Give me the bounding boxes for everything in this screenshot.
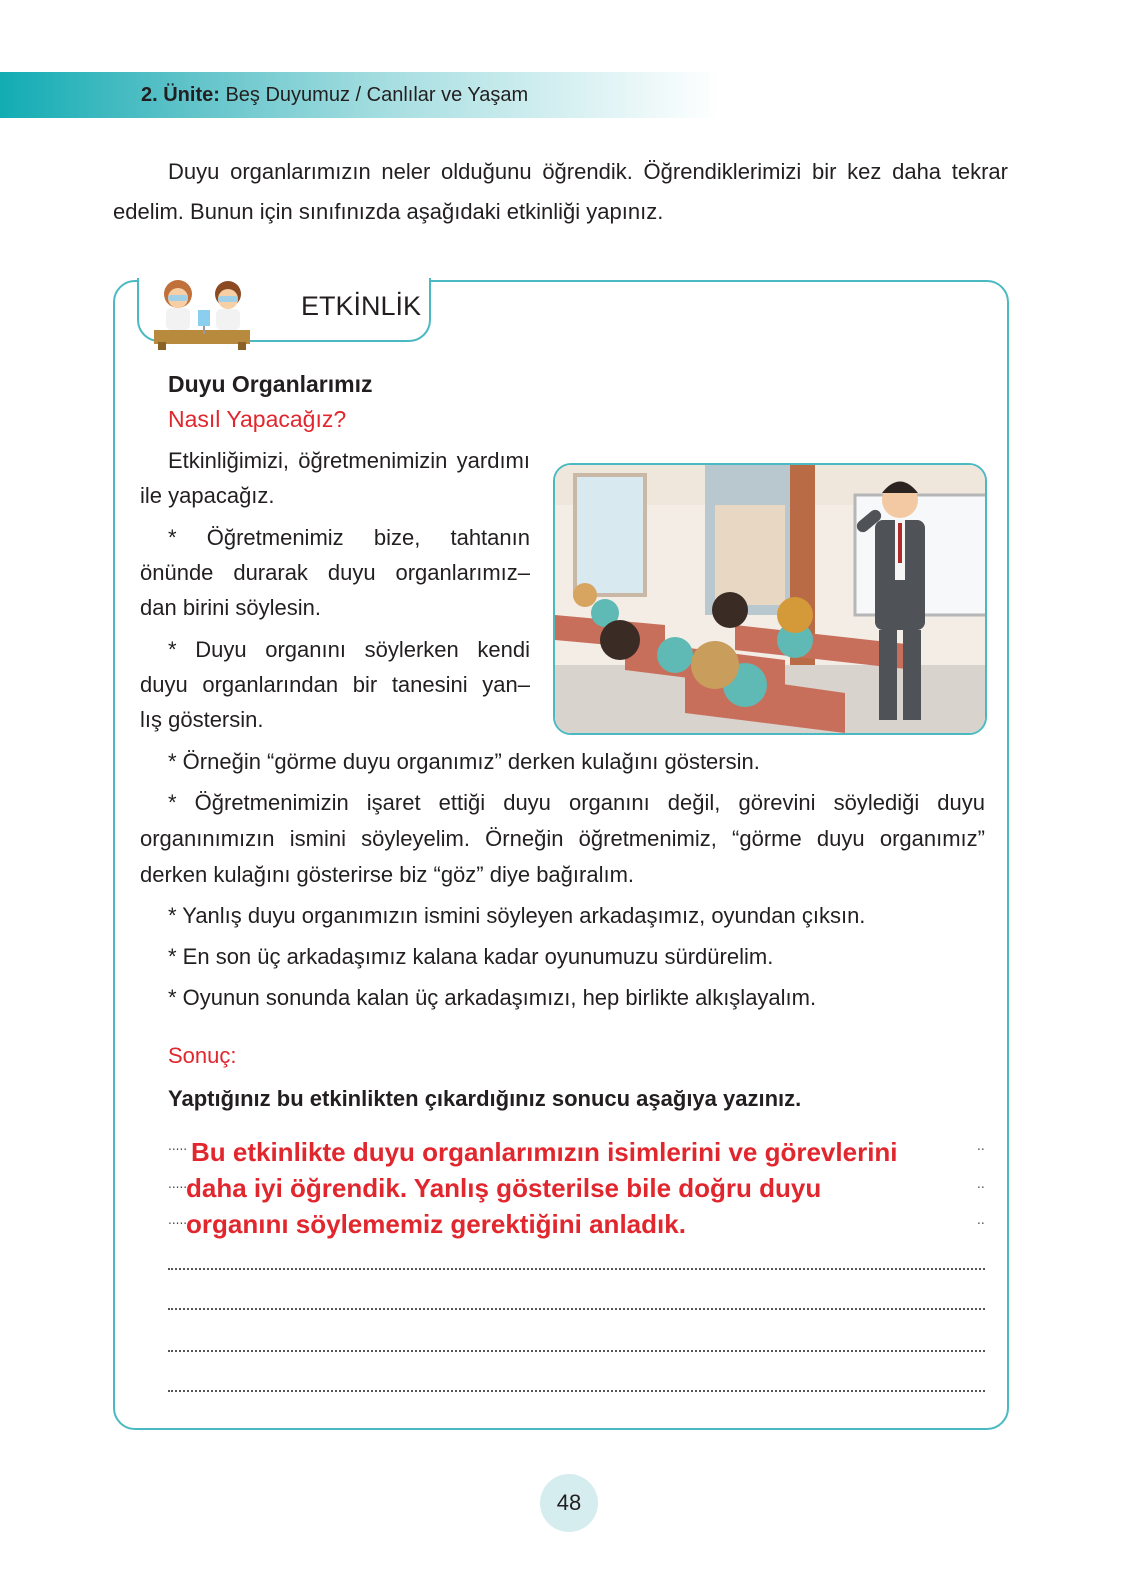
instruction-line: * Duyu organını söylerken kendi	[168, 637, 530, 662]
intro-line: Duyu organlarımızın neler olduğunu öğrendik. Öğrendiklerimizi bir kez daha tekrar	[168, 159, 1008, 184]
answer-line[interactable]: daha iyi öğrendik. Yanlış gösterilse bile doğru duyu	[186, 1173, 822, 1203]
scientists-illustration-icon	[148, 272, 256, 350]
answer-line[interactable]: organını söylememiz gerektiğini anladık.	[186, 1209, 686, 1239]
instruction-line: derken kulağını gösterirse biz “göz” diye bağıralım.	[140, 862, 635, 887]
instruction-line: ile yapacağız.	[140, 483, 275, 508]
instruction-line: organınımızın ismini söyleyelim. Örneğin öğretmenimiz, “görme duyu organımız”	[140, 826, 985, 851]
unit-title: Beş Duyumuz / Canlılar ve Yaşam	[225, 84, 529, 106]
instruction-line: önünde durarak duyu organlarımız–	[140, 560, 530, 585]
activity-tab-title: ETKİNLİK	[301, 291, 422, 321]
instruction-line: * Örneğin “görme duyu organımız” derken kulağını göstersin.	[168, 749, 760, 774]
dot-leader: ..	[977, 1213, 985, 1227]
result-instruction: Yaptığınız bu etkinlikten çıkardığınız sonucu aşağıya yazınız.	[168, 1086, 802, 1111]
unit-header	[141, 84, 528, 107]
answer-blank-line[interactable]	[168, 1308, 985, 1310]
how-heading: Nasıl Yapacağız?	[168, 406, 347, 432]
dot-leader: .....	[168, 1213, 188, 1227]
instruction-line: lış göstersin.	[140, 707, 264, 732]
classroom-illustration	[553, 463, 987, 735]
instruction-line: dan birini söylesin.	[140, 595, 321, 620]
instruction-line: * Yanlış duyu organımızın ismini söyleyen arkadaşımız, oyundan çıksın.	[168, 903, 866, 928]
instruction-line: * Öğretmenimizin işaret ettiği duyu organını değil, görevini söylediği duyu	[168, 790, 985, 815]
dot-leader: ..	[977, 1139, 985, 1153]
dot-leader: ..	[977, 1177, 985, 1191]
dot-leader: .....	[168, 1177, 188, 1191]
instruction-line: Etkinliğimizi, öğretmenimizin yardımı	[168, 448, 530, 473]
answer-blank-line[interactable]	[168, 1268, 985, 1270]
answer-blank-line[interactable]	[168, 1390, 985, 1392]
instruction-line: * Öğretmenimiz bize, tahtanın	[168, 525, 530, 550]
instruction-line: duyu organlarından bir tanesini yan–	[140, 672, 530, 697]
instruction-line: * Oyunun sonunda kalan üç arkadaşımızı, hep birlikte alkışlayalım.	[168, 985, 817, 1010]
activity-title: Duyu Organlarımız	[168, 371, 373, 397]
instruction-line: * En son üç arkadaşımız kalana kadar oyunumuzu sürdürelim.	[168, 944, 774, 969]
dot-leader: .....	[168, 1139, 188, 1153]
page-number: 48	[540, 1474, 598, 1532]
answer-blank-line[interactable]	[168, 1350, 985, 1352]
intro-line: edelim. Bunun için sınıfınızda aşağıdaki etkinliği yapınız.	[113, 199, 664, 224]
answer-line[interactable]: Bu etkinlikte duyu organlarımızın isimlerini ve görevlerini	[191, 1137, 898, 1167]
unit-label: 2. Ünite:	[141, 84, 220, 106]
result-heading: Sonuç:	[168, 1043, 237, 1068]
